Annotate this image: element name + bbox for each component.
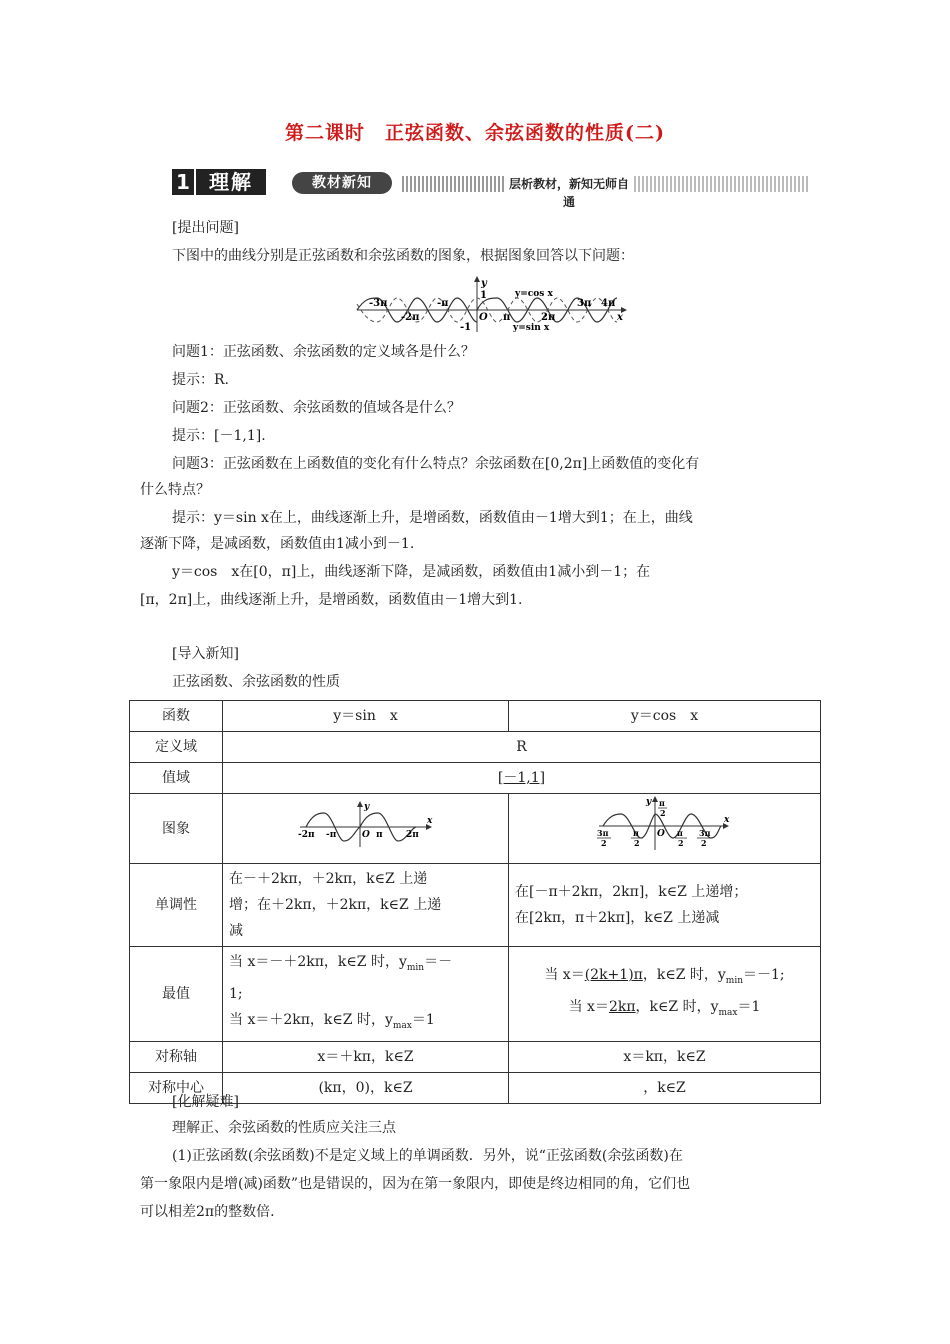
cos-mini-pi-top: π	[658, 798, 665, 808]
banner-stripes-tail	[634, 176, 810, 192]
table-row	[130, 794, 821, 864]
max-sin-line-1	[229, 949, 502, 981]
cos-mini-npi-bot: 2	[633, 838, 640, 848]
answer-2: 提示：[－1,1].	[172, 428, 266, 444]
resolve-subheading: 理解正、余弦函数的性质应关注三点	[172, 1120, 396, 1136]
table-cell: 函数	[130, 701, 223, 732]
graph-neg-one-label: -1	[460, 322, 472, 333]
cos-mini-3pi-bot: 2	[700, 838, 707, 848]
table-cell: ，k∈Z	[509, 1072, 821, 1103]
paragraph-1-line-1: (1)正弦函数(余弦函数)不是定义域上的单调函数．另外，说“正弦函数(余弦函数)在	[172, 1148, 683, 1164]
graph-one-label: 1	[480, 290, 487, 301]
cos-mini-pi-mid-bot: 2	[677, 838, 684, 848]
max-sin-line-3	[229, 1007, 502, 1039]
cos-mini-pi-mid: π	[676, 828, 683, 838]
question-3-line-1: 问题3：正弦函数在上函数值的变化有什么特点？余弦函数在[0,2π]上函数值的变化有	[172, 456, 700, 472]
cos-mini-npi-top: π	[632, 828, 639, 838]
table-cell: 单调性	[130, 864, 223, 947]
graph-y-label: y	[481, 278, 487, 289]
max-cos-text: 当 x＝	[568, 998, 609, 1015]
table-cell	[223, 947, 509, 1042]
max-cos-sub: min	[725, 975, 744, 986]
sin-mini-origin: O	[361, 830, 370, 840]
table-cell: R	[223, 732, 821, 763]
range-value: [－1,1]	[497, 770, 546, 786]
max-cos-tail: ＝－1;	[743, 967, 785, 983]
mono-sin-line-3: 减	[229, 923, 243, 939]
max-cos-line-2	[515, 994, 814, 1026]
table-cell	[509, 864, 821, 947]
banner-number: 1	[172, 169, 194, 195]
table-cell	[223, 763, 821, 794]
max-cos-text: 当 x＝	[544, 967, 585, 983]
paragraph-1-line-3: 可以相差2π的整数倍.	[140, 1204, 275, 1220]
max-cos-underlined: 2kπ	[608, 998, 636, 1015]
table-cell: 定义域	[130, 732, 223, 763]
sin-mini-x: x	[426, 816, 432, 826]
mono-cos-line-1: 在[－π＋2kπ，2kπ]，k∈Z 上递增；	[515, 884, 748, 900]
graph-cos-label: y=cos x	[515, 289, 553, 299]
page-title: 第二课时 正弦函数、余弦函数的性质(二)	[285, 122, 665, 144]
sin-mini-npi: -π	[325, 830, 336, 840]
max-cos-line-1	[515, 962, 814, 994]
sin-mini-2pi: 2π	[405, 830, 419, 840]
heading-new-knowledge: [导入新知]	[172, 646, 239, 662]
properties-table	[129, 700, 821, 1104]
max-cos-text: ，k∈Z 时，y	[635, 998, 719, 1015]
table-row	[130, 732, 821, 763]
heading-resolve-difficulty: [化解疑难]	[172, 1094, 239, 1110]
banner-slogan: 层析教材，新知无师自通	[504, 175, 634, 193]
question-1: 问题1：正弦函数、余弦函数的定义域各是什么？	[172, 344, 475, 360]
table-row	[130, 1041, 821, 1072]
max-sin-text: 当 x＝－＋2kπ，k∈Z 时，y	[229, 954, 407, 970]
graph-pi-label: π	[503, 312, 511, 323]
banner-main-label: 理解	[196, 169, 266, 195]
table-cell: y＝cos x	[509, 701, 821, 732]
answer-3-line-4: [π，2π]上，曲线逐渐上升，是增函数，函数值由－1增大到1.	[140, 592, 523, 608]
table-cell: x＝＋kπ，k∈Z	[223, 1041, 509, 1072]
table-cell	[509, 947, 821, 1042]
table-cell	[223, 864, 509, 947]
table-cell: x＝kπ，k∈Z	[509, 1041, 821, 1072]
max-sin-tail: ＝1	[411, 1011, 435, 1028]
mono-sin-line-1: 在－＋2kπ，＋2kπ，k∈Z 上递	[229, 871, 428, 887]
table-caption: 正弦函数、余弦函数的性质	[172, 674, 340, 690]
question-2: 问题2：正弦函数、余弦函数的值域各是什么？	[172, 400, 461, 416]
question-3-line-2: 什么特点？	[140, 482, 210, 498]
paragraph-1-line-2: 第一象限内是增(减)函数”也是错误的，因为在第一象限内，即使是终边相同的角，它们也	[140, 1176, 691, 1192]
table-row	[130, 701, 821, 732]
cos-mini-origin: O	[656, 829, 665, 839]
sin-mini-pi: π	[375, 830, 383, 840]
max-sin-sub: min	[406, 962, 425, 973]
graph-sin-label: y=sin x	[513, 323, 550, 333]
table-cell: 最值	[130, 947, 223, 1042]
sin-cos-graph	[355, 276, 635, 334]
heading-pose-question: [提出问题]	[172, 220, 239, 236]
table-cell: y＝sin x	[223, 701, 509, 732]
table-row	[130, 947, 821, 1042]
graph-neg3pi-label: -3π	[369, 298, 388, 309]
max-cos-text: ，k∈Z 时，y	[642, 967, 726, 983]
graph-origin-label: O	[479, 312, 488, 323]
answer-3-line-1: 提示：y＝sin x在上，曲线逐渐上升，是增函数，函数值由－1增大到1；在上，曲线	[172, 510, 693, 526]
banner-pill-label: 教材新知	[292, 172, 392, 194]
sin-mini-graph	[296, 799, 436, 849]
section-banner	[172, 166, 812, 209]
table-row	[130, 763, 821, 794]
max-sin-sub: max	[392, 1020, 412, 1031]
table-cell: 值域	[130, 763, 223, 794]
max-cos-sub: max	[718, 1007, 738, 1018]
table-cell: (kπ，0)，k∈Z	[223, 1072, 509, 1103]
cos-mini-x: x	[723, 815, 729, 825]
cos-mini-graph	[595, 796, 735, 852]
graph-negpi-label: -π	[437, 298, 449, 309]
table-cell: 对称轴	[130, 1041, 223, 1072]
graph-4pi-label: 4π	[601, 298, 616, 309]
max-sin-tail: ＝－	[424, 954, 453, 970]
table-cell: 对称中心	[130, 1072, 223, 1103]
sin-mini-y: y	[363, 802, 369, 812]
table-row	[130, 864, 821, 947]
answer-1: 提示：R.	[172, 372, 229, 388]
sin-mini-n2pi: -2π	[297, 830, 315, 840]
cos-mini-n3pi-top: 3π	[596, 828, 608, 838]
answer-3-line-3: y＝cos x在[0，π]上，曲线逐渐下降，是减函数，函数值由1减小到－1；在	[172, 564, 651, 580]
cos-mini-two-top: 2	[659, 808, 666, 818]
mono-sin-line-2: 增；在＋2kπ，＋2kπ，k∈Z 上递	[229, 897, 442, 913]
graph-3pi-label: 3π	[577, 298, 592, 309]
answer-3-line-2: 逐渐下降，是减函数，函数值由1减小到－1.	[140, 536, 415, 552]
table-cell	[509, 794, 821, 864]
max-cos-underlined: (2k+1)π	[584, 967, 643, 983]
graph-x-label: x	[617, 312, 623, 323]
table-cell: 图象	[130, 794, 223, 864]
table-cell	[223, 794, 509, 864]
max-cos-tail: ＝1	[737, 998, 761, 1015]
cos-mini-3pi-top: 3π	[698, 828, 710, 838]
intro-text: 下图中的曲线分别是正弦函数和余弦函数的图象，根据图象回答以下问题：	[172, 248, 634, 264]
cos-mini-n3pi-bot: 2	[600, 838, 607, 848]
cos-mini-y: y	[645, 797, 651, 807]
mono-cos-line-2: 在[2kπ，π＋2kπ]，k∈Z 上递减	[515, 910, 720, 926]
max-sin-text: 当 x＝＋2kπ，k∈Z 时，y	[229, 1011, 393, 1028]
graph-neg2pi-label: -2π	[401, 312, 420, 323]
max-sin-line-2: 1;	[229, 985, 243, 1002]
graph-2pi-label: 2π	[541, 312, 556, 323]
